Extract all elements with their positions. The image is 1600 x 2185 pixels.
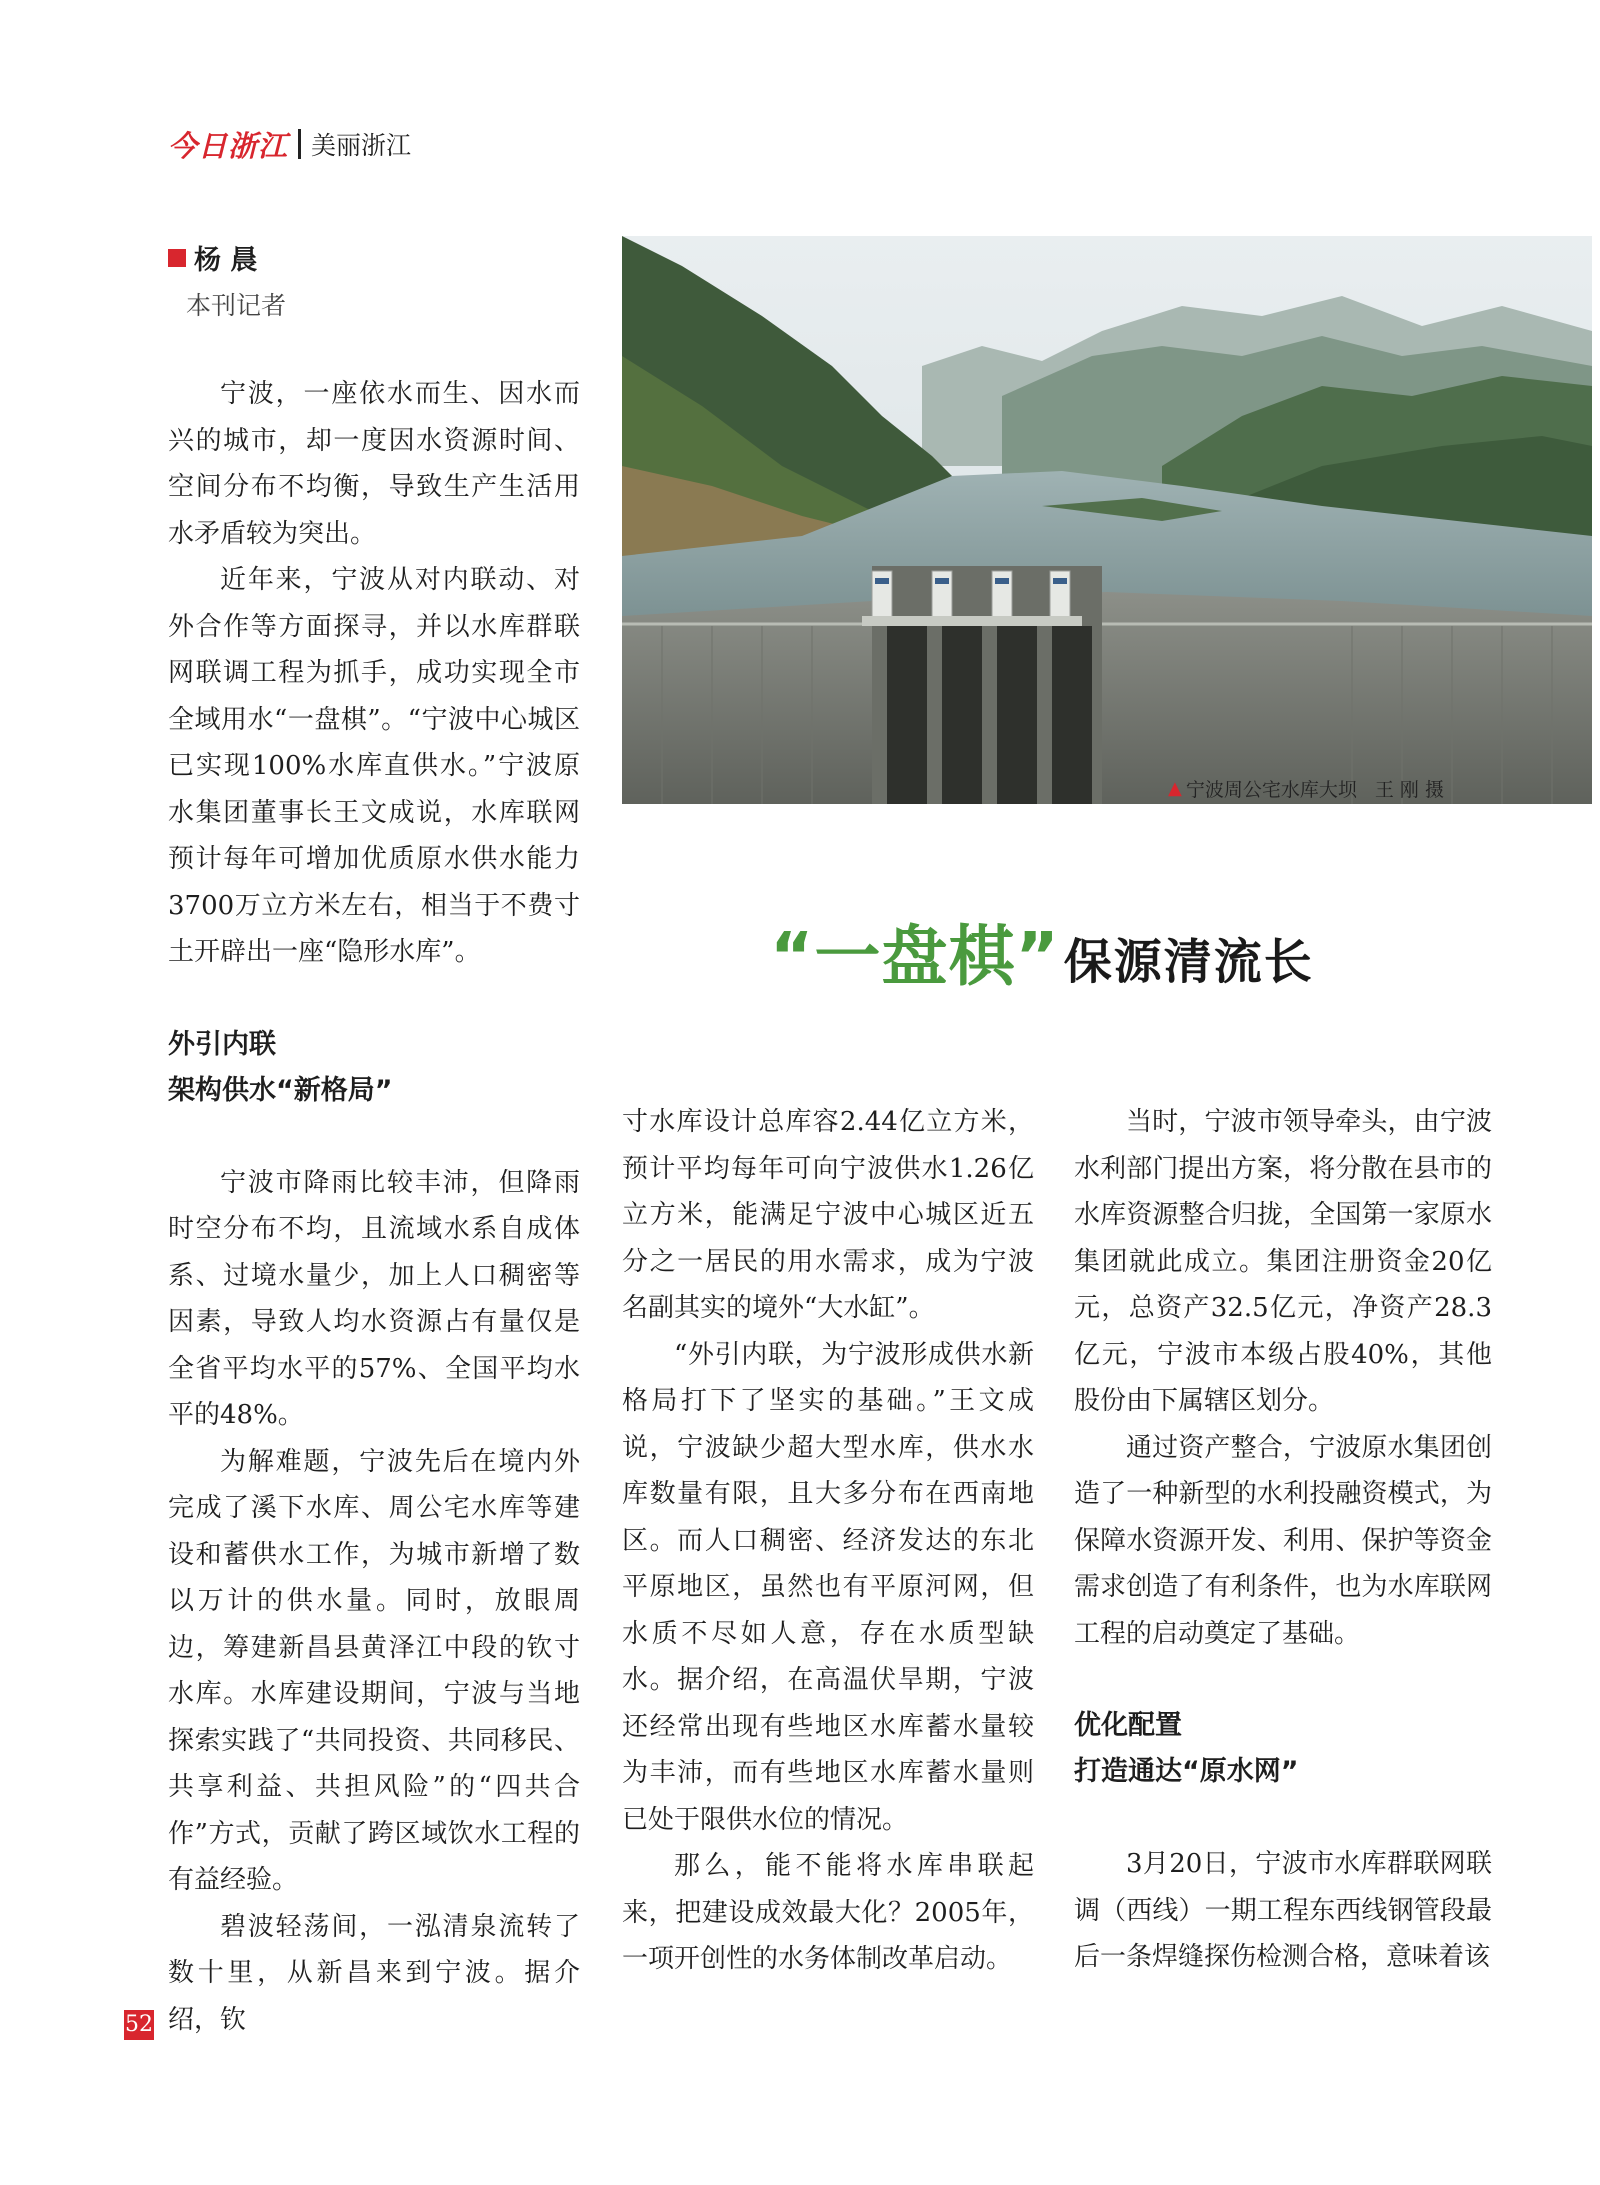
paragraph: 当时，宁波市领导牵头，由宁波水利部门提出方案，将分散在县市的水库资源整合归拢，全国第一家原水集团就此成立。集团注册资金20亿元，总资产32.5亿元，净资产28.3亿元，宁波市本级占股40%，其他股份由下属辖区划分。	[1074, 1107, 1492, 1416]
magazine-logo: 今日浙江	[168, 128, 289, 163]
section-subheading: 打造通达“原水网”	[1074, 1756, 1299, 1787]
section-heading: 优化配置	[1074, 1710, 1182, 1741]
reservoir-dam-photo	[622, 236, 1592, 804]
caption-text: 宁波周公宅水库大坝	[1185, 778, 1357, 801]
article-column-3	[1074, 1099, 1492, 1981]
section-subheading: 架构供水“新格局”	[168, 1074, 393, 1106]
paragraph: 那么，能不能将水库串联起来，把建设成效最大化？2005年，一项开创性的水务体制改革启动。	[622, 1851, 1034, 1974]
paragraph: 通过资产整合，宁波原水集团创造了一种新型的水利投融资模式，为保障水资源开发、利用、保护等资金需求创造了有利条件，也为水库联网工程的启动奠定了基础。	[1074, 1432, 1492, 1649]
paragraph: 寸水库设计总库容2.44亿立方米，预计平均每年可向宁波供水1.26亿立方米，能满足宁波中心城区近五分之一居民的用水需求，成为宁波名副其实的境外“大水缸”。	[622, 1107, 1034, 1323]
author-name: 杨 晨	[194, 245, 258, 276]
paragraph: 宁波，一座依水而生、因水而兴的城市，却一度因水资源时间、空间分布不均衡，导致生产生活用水矛盾较为突出。	[168, 379, 580, 549]
triangle-icon: ▲	[1168, 777, 1182, 799]
article-column-2	[622, 1099, 1034, 1983]
author-role: 本刊记者	[186, 291, 287, 320]
photo-credit: 王 刚 摄	[1374, 778, 1444, 801]
paragraph: 碧波轻荡间，一泓清泉流转了数十里，从新昌来到宁波。据介绍，钦	[168, 1911, 580, 2035]
title-highlight: “一盘棋”	[770, 918, 1060, 995]
section-heading: 外引内联	[168, 1028, 276, 1060]
author-byline	[168, 238, 257, 277]
paragraph: 为解难题，宁波先后在境内外完成了溪下水库、周公宅水库等建设和蓄供水工作，为城市新增了数以万计的供水量。同时，放眼周边，筹建新昌县黄泽江中段的钦寸水库。水库建设期间，宁波与当地探索实践了“共同投资、共同移民、共享利益、共担风险”的“四共合作”方式，贡献了跨区域饮水工程的有益经验。	[168, 1446, 580, 1895]
article-column-1	[168, 371, 580, 2043]
red-square-icon	[168, 249, 186, 267]
masthead	[168, 124, 411, 164]
title-rest: 保源清流长	[1063, 934, 1314, 990]
paragraph: 宁波市降雨比较丰沛，但降雨时空分布不均，且流域水系自成体系、过境水量少，加上人口稠密等因素，导致人均水资源占有量仅是全省平均水平的57%、全国平均水平的48%。	[168, 1167, 580, 1430]
masthead-divider	[298, 129, 301, 159]
paragraph: “外引内联，为宁波形成供水新格局打下了坚实的基础。”王文成说，宁波缺少超大型水库，供水水库数量有限，且大多分布在西南地区。而人口稠密、经济发达的东北平原地区，虽然也有平原河网，但水质不尽如人意，存在水质型缺水。据介绍，在高温伏旱期，宁波还经常出现有些地区水库蓄水量较为丰沛，而有些地区水库蓄水量则已处于限供水位的情况。	[622, 1339, 1034, 1835]
paragraph: 3月20日，宁波市水库群联网联调（西线）一期工程东西线钢管段最后一条焊缝探伤检测合格，意味着该	[1074, 1849, 1492, 1972]
paragraph: 近年来，宁波从对内联动、对外合作等方面探寻，并以水库群联网联调工程为抓手，成功实现全市全域用水“一盘棋”。“宁波中心城区已实现100%水库直供水。”宁波原水集团董事长王文成说，水库联网预计每年可增加优质原水供水能力3700万立方米左右，相当于不费寸土开辟出一座“隐形水库”。	[168, 565, 580, 967]
article-title	[770, 912, 1314, 998]
section-name: 美丽浙江	[311, 131, 412, 160]
page-number: 52	[124, 2010, 154, 2040]
photo-caption	[1168, 772, 1444, 804]
